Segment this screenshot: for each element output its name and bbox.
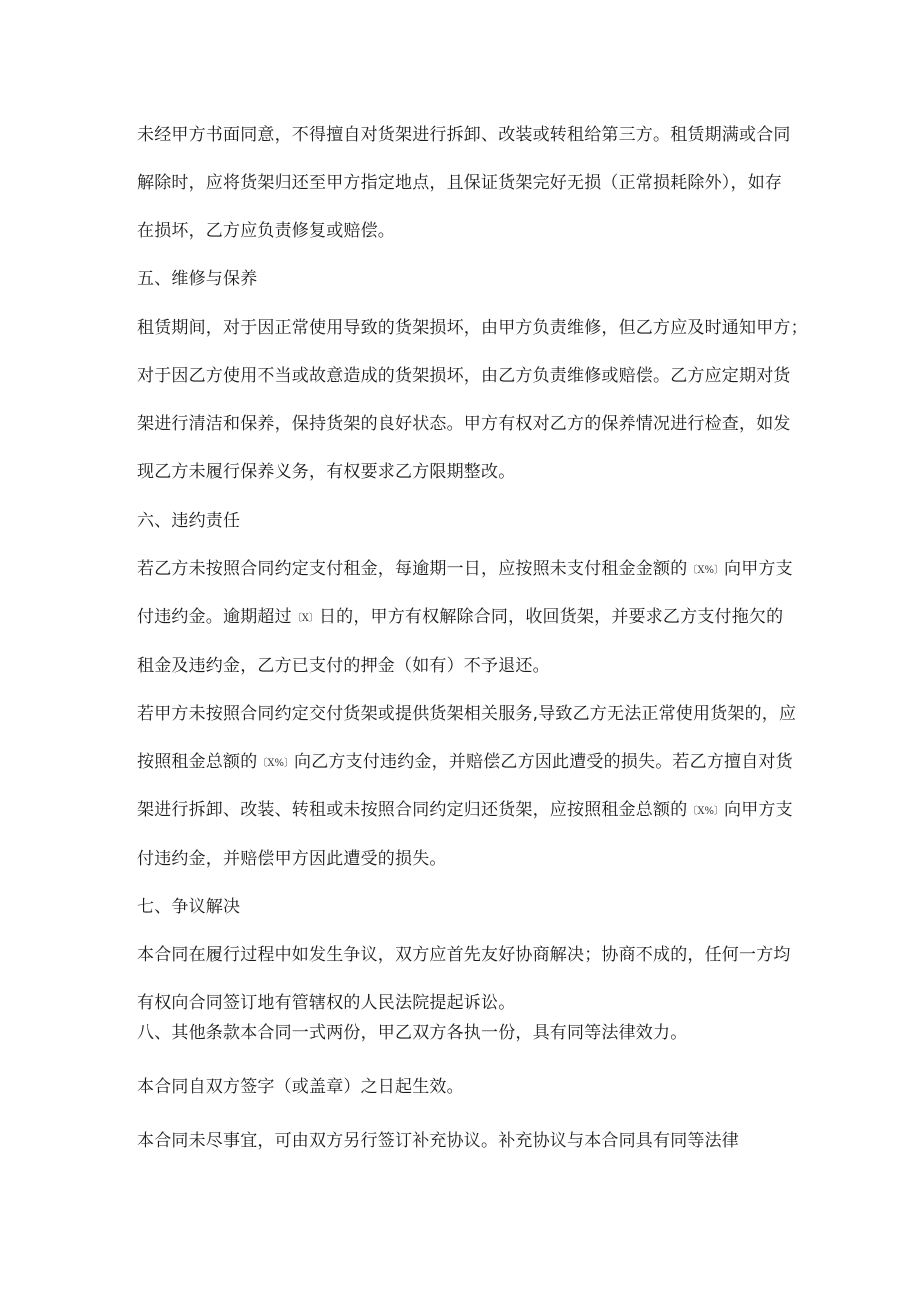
text-segment: 按照租金总额的 [137, 752, 258, 772]
text-segment: 付违约金。逾期超过 [137, 607, 292, 627]
paragraph-line [137, 220, 395, 242]
paragraph-line [137, 1130, 739, 1152]
text-segment: 租赁期间，对于因正常使用导致的货架损坏，由甲方负责维修，但乙方应及时通知甲方； [137, 318, 808, 338]
text-segment: 若乙方未按照合同约定支付租金，每逾期一日，应按照未支付租金金额的 [137, 559, 688, 579]
text-segment: 向甲方支 [724, 559, 793, 579]
heading-text: 七、争议解决 [137, 897, 241, 917]
text-segment: 有权向合同签订地有管辖权的人民法院提起诉讼。 [137, 993, 516, 1013]
paragraph-line [137, 124, 791, 146]
text-segment: 本合同自双方签字（或盖章）之日起生效。 [137, 1077, 464, 1097]
text-segment: 现乙方未履行保养义务，有权要求乙方限期整改。 [137, 462, 516, 482]
paragraph-line [137, 1076, 464, 1098]
text-segment: 架进行清洁和保养，保持货架的良好状态。甲方有权对乙方的保养情况进行检查，如发 [137, 414, 791, 434]
text-segment: 若甲方未按照合同约定交付货架或提供货架相关服务,导致乙方无法正常使用货架的，应 [137, 704, 797, 724]
placeholder-days: 〔X〕 [291, 613, 319, 624]
text-segment: 对于因乙方使用不当或故意造成的货架损坏，由乙方负责维修或赔偿。乙方应定期对货 [137, 366, 791, 386]
paragraph-line [137, 848, 447, 870]
paragraph-line [137, 606, 783, 630]
text-segment: 八、其他条款本合同一式两份，甲乙双方各执一份，具有同等法律效力。 [137, 1023, 688, 1043]
text-segment: 付违约金，并赔偿甲方因此遭受的损失。 [137, 849, 447, 869]
text-segment: 本合同未尽事宜，可由双方另行签订补充协议。补充协议与本合同具有同等法律 [137, 1131, 739, 1151]
paragraph-line [137, 751, 793, 775]
heading-text: 六、违约责任 [137, 511, 241, 531]
paragraph-line [137, 799, 793, 823]
paragraph-line [137, 992, 515, 1014]
text-segment: 租金及违约金，乙方已支付的押金（如有）不予退还。 [137, 656, 550, 676]
paragraph-line [137, 655, 550, 677]
paragraph-line [137, 413, 791, 435]
text-segment: 架进行拆卸、改装、转租或未按照合同约定归还货架，应按照租金总额的 [137, 800, 688, 820]
section-heading [137, 510, 240, 532]
paragraph-line [137, 365, 791, 387]
text-segment: 解除时，应将货架归还至甲方指定地点，且保证货架完好无损（正常损耗除外），如存 [137, 173, 783, 193]
text-segment: 日的，甲方有权解除合同，收回货架，并要求乙方支付拖欠的 [318, 607, 784, 627]
paragraph-line [137, 944, 791, 966]
paragraph-line [137, 461, 515, 483]
text-segment: 在损坏，乙方应负责修复或赔偿。 [137, 221, 395, 241]
text-segment: 本合同在履行过程中如发生争议，双方应首先友好协商解决；协商不成的，任何一方均 [137, 945, 791, 965]
paragraph-line [137, 703, 796, 725]
section-heading [137, 896, 240, 918]
text-segment: 向甲方支 [724, 800, 793, 820]
paragraph-line [137, 558, 793, 582]
paragraph-line [137, 172, 782, 194]
placeholder-percent: 〔X%〕 [687, 806, 725, 817]
placeholder-percent: 〔X%〕 [687, 565, 725, 576]
placeholder-percent: 〔X%〕 [257, 758, 295, 769]
paragraph-line [137, 317, 808, 339]
paragraph-line [137, 1022, 687, 1044]
text-segment: 未经甲方书面同意，不得擅自对货架进行拆卸、改装或转租给第三方。租赁期满或合同 [137, 125, 791, 145]
heading-text: 五、维修与保养 [137, 269, 258, 289]
section-heading [137, 268, 257, 290]
text-segment: 向乙方支付违约金，并赔偿乙方因此遭受的损失。若乙方擅自对货 [294, 752, 793, 772]
